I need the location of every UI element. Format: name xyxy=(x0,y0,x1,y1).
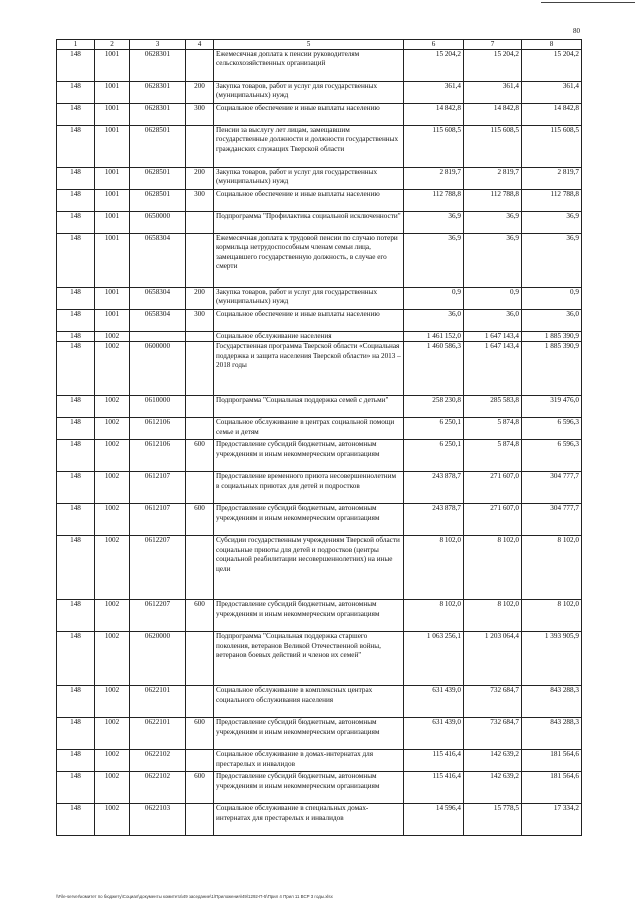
header-cell: 3 xyxy=(130,40,186,50)
expense-type-cell xyxy=(186,234,214,288)
section-cell: 1002 xyxy=(95,418,130,440)
target-article-cell: 0658304 xyxy=(130,310,186,332)
code-grbs-cell: 148 xyxy=(57,168,95,190)
section-cell: 1001 xyxy=(95,310,130,332)
section-cell: 1002 xyxy=(95,804,130,836)
table-row xyxy=(57,718,582,750)
name-cell: Социальное обслуживание населения xyxy=(214,332,404,342)
expense-type-cell xyxy=(186,472,214,504)
code-grbs-cell: 148 xyxy=(57,396,95,418)
page-number: 80 xyxy=(573,27,580,35)
table-row xyxy=(57,472,582,504)
amount-year1-cell: 361,4 xyxy=(404,82,464,104)
amount-year1-cell: 243 878,7 xyxy=(404,472,464,504)
target-article-cell: 0658304 xyxy=(130,234,186,288)
target-article-cell: 0622101 xyxy=(130,718,186,750)
name-cell: Предоставление субсидий бюджетным, автономным учреждениям и иным некоммерческим организациям xyxy=(214,772,404,804)
amount-year1-cell: 8 102,0 xyxy=(404,600,464,632)
top-rule xyxy=(541,2,635,3)
amount-year2-cell: 8 102,0 xyxy=(464,600,522,632)
table-row xyxy=(57,212,582,234)
target-article-cell: 0650000 xyxy=(130,212,186,234)
name-cell: Подпрограмма "Социальная поддержка семей с детьми" xyxy=(214,396,404,418)
name-cell: Социальное обеспечение и иные выплаты населению xyxy=(214,190,404,212)
amount-year3-cell: 36,0 xyxy=(522,310,582,332)
amount-year1-cell: 2 819,7 xyxy=(404,168,464,190)
expense-type-cell: 600 xyxy=(186,504,214,536)
header-cell: 4 xyxy=(186,40,214,50)
amount-year2-cell: 732 684,7 xyxy=(464,686,522,718)
amount-year3-cell: 17 334,2 xyxy=(522,804,582,836)
code-grbs-cell: 148 xyxy=(57,632,95,686)
target-article-cell: 0658304 xyxy=(130,288,186,310)
amount-year2-cell: 1 647 143,4 xyxy=(464,342,522,396)
name-cell: Ежемесячная доплата к пенсии руководителям сельскохозяйственных организаций xyxy=(214,50,404,82)
code-grbs-cell: 148 xyxy=(57,536,95,600)
section-cell: 1002 xyxy=(95,396,130,418)
expense-type-cell: 200 xyxy=(186,82,214,104)
code-grbs-cell: 148 xyxy=(57,750,95,772)
expense-type-cell xyxy=(186,126,214,168)
table-row xyxy=(57,418,582,440)
name-cell: Предоставление субсидий бюджетным, автономным учреждениям и иным некоммерческим организациям xyxy=(214,504,404,536)
target-article-cell: 0620000 xyxy=(130,632,186,686)
amount-year1-cell: 14 842,8 xyxy=(404,104,464,126)
amount-year2-cell: 142 639,2 xyxy=(464,772,522,804)
header-cell: 8 xyxy=(522,40,582,50)
amount-year3-cell: 0,9 xyxy=(522,288,582,310)
expense-type-cell xyxy=(186,342,214,396)
amount-year1-cell: 631 439,0 xyxy=(404,686,464,718)
amount-year3-cell: 1 885 390,9 xyxy=(522,332,582,342)
amount-year2-cell: 361,4 xyxy=(464,82,522,104)
table-row xyxy=(57,772,582,804)
amount-year3-cell: 6 596,3 xyxy=(522,440,582,472)
header-cell: 5 xyxy=(214,40,404,50)
table-row xyxy=(57,288,582,310)
name-cell: Государственная программа Тверской области «Социальная поддержка и защита населения Тверской области» на 2013 – 2018 годы xyxy=(214,342,404,396)
target-article-cell: 0628501 xyxy=(130,126,186,168)
expense-type-cell xyxy=(186,686,214,718)
name-cell: Социальное обслуживание в комплексных центрах социального обслуживания населения xyxy=(214,686,404,718)
target-article-cell: 0612107 xyxy=(130,472,186,504)
amount-year3-cell: 36,9 xyxy=(522,212,582,234)
target-article-cell xyxy=(130,332,186,342)
amount-year2-cell: 112 788,8 xyxy=(464,190,522,212)
amount-year3-cell: 2 819,7 xyxy=(522,168,582,190)
amount-year3-cell: 115 608,5 xyxy=(522,126,582,168)
amount-year2-cell: 15 204,2 xyxy=(464,50,522,82)
name-cell: Предоставление субсидий бюджетным, автономным учреждениям и иным некоммерческим организациям xyxy=(214,440,404,472)
amount-year3-cell: 843 288,3 xyxy=(522,718,582,750)
amount-year1-cell: 36,9 xyxy=(404,212,464,234)
amount-year3-cell: 1 393 905,9 xyxy=(522,632,582,686)
amount-year1-cell: 115 416,4 xyxy=(404,750,464,772)
target-article-cell: 0622102 xyxy=(130,750,186,772)
amount-year1-cell: 258 230,8 xyxy=(404,396,464,418)
section-cell: 1002 xyxy=(95,472,130,504)
amount-year2-cell: 271 607,0 xyxy=(464,504,522,536)
code-grbs-cell: 148 xyxy=(57,600,95,632)
section-cell: 1001 xyxy=(95,212,130,234)
section-cell: 1002 xyxy=(95,600,130,632)
section-cell: 1002 xyxy=(95,718,130,750)
name-cell: Предоставление субсидий бюджетным, автономным учреждениям и иным некоммерческим организациям xyxy=(214,600,404,632)
code-grbs-cell: 148 xyxy=(57,234,95,288)
name-cell: Социальное обслуживание в специальных домах-интернатах для престарелых и инвалидов xyxy=(214,804,404,836)
amount-year1-cell: 36,9 xyxy=(404,234,464,288)
table-row xyxy=(57,310,582,332)
code-grbs-cell: 148 xyxy=(57,504,95,536)
amount-year1-cell: 15 204,2 xyxy=(404,50,464,82)
amount-year1-cell: 6 250,1 xyxy=(404,440,464,472)
amount-year1-cell: 1 460 586,3 xyxy=(404,342,464,396)
amount-year2-cell: 0,9 xyxy=(464,288,522,310)
amount-year3-cell: 112 788,8 xyxy=(522,190,582,212)
amount-year2-cell: 5 874,8 xyxy=(464,418,522,440)
target-article-cell: 0622101 xyxy=(130,686,186,718)
code-grbs-cell: 148 xyxy=(57,212,95,234)
file-path-footer: \\File-server\комитет по бюджету\Социал\документы комитета\49 заседание\1\Приложения\49\1292-П-5\Прил 4 Прил 11 ВСР 3 годы.xlsx xyxy=(56,894,333,899)
budget-table xyxy=(56,39,582,836)
amount-year1-cell: 631 439,0 xyxy=(404,718,464,750)
table-row xyxy=(57,750,582,772)
expense-type-cell xyxy=(186,418,214,440)
expense-type-cell xyxy=(186,332,214,342)
expense-type-cell xyxy=(186,750,214,772)
expense-type-cell: 200 xyxy=(186,168,214,190)
section-cell: 1001 xyxy=(95,168,130,190)
amount-year1-cell: 115 608,5 xyxy=(404,126,464,168)
section-cell: 1002 xyxy=(95,504,130,536)
table-row xyxy=(57,536,582,600)
name-cell: Ежемесячная доплата к трудовой пенсии по случаю потери кормильца нетрудоспособным членам семьи лица, замещавшего государственную должность, в случае его смерти xyxy=(214,234,404,288)
amount-year1-cell: 8 102,0 xyxy=(404,536,464,600)
amount-year1-cell: 115 416,4 xyxy=(404,772,464,804)
name-cell: Подпрограмма "Профилактика социальной исключенности" xyxy=(214,212,404,234)
target-article-cell: 0612106 xyxy=(130,418,186,440)
amount-year3-cell: 8 102,0 xyxy=(522,600,582,632)
section-cell: 1002 xyxy=(95,332,130,342)
table-row xyxy=(57,50,582,82)
amount-year2-cell: 36,0 xyxy=(464,310,522,332)
header-cell: 2 xyxy=(95,40,130,50)
amount-year2-cell: 14 842,8 xyxy=(464,104,522,126)
expense-type-cell xyxy=(186,212,214,234)
name-cell: Социальное обеспечение и иные выплаты населению xyxy=(214,310,404,332)
expense-type-cell xyxy=(186,536,214,600)
amount-year3-cell: 843 288,3 xyxy=(522,686,582,718)
name-cell: Предоставление временного приюта несовершеннолетним в социальных приютах для детей и подростков xyxy=(214,472,404,504)
amount-year3-cell: 8 102,0 xyxy=(522,536,582,600)
table-row xyxy=(57,82,582,104)
name-cell: Закупка товаров, работ и услуг для государственных (муниципальных) нужд xyxy=(214,288,404,310)
target-article-cell: 0628301 xyxy=(130,82,186,104)
section-cell: 1002 xyxy=(95,440,130,472)
amount-year3-cell: 181 564,6 xyxy=(522,772,582,804)
section-cell: 1002 xyxy=(95,342,130,396)
amount-year2-cell: 2 819,7 xyxy=(464,168,522,190)
table-row xyxy=(57,686,582,718)
section-cell: 1001 xyxy=(95,190,130,212)
expense-type-cell xyxy=(186,50,214,82)
header-row xyxy=(57,40,582,50)
expense-type-cell: 600 xyxy=(186,600,214,632)
expense-type-cell: 600 xyxy=(186,440,214,472)
code-grbs-cell: 148 xyxy=(57,310,95,332)
table-row xyxy=(57,504,582,536)
code-grbs-cell: 148 xyxy=(57,804,95,836)
expense-type-cell: 300 xyxy=(186,104,214,126)
code-grbs-cell: 148 xyxy=(57,440,95,472)
amount-year3-cell: 1 885 390,9 xyxy=(522,342,582,396)
name-cell: Пенсии за выслугу лет лицам, замещавшим государственные должности и должности государственных гражданских служащих Тверской области xyxy=(214,126,404,168)
code-grbs-cell: 148 xyxy=(57,288,95,310)
code-grbs-cell: 148 xyxy=(57,332,95,342)
amount-year2-cell: 732 684,7 xyxy=(464,718,522,750)
expense-type-cell: 600 xyxy=(186,718,214,750)
name-cell: Субсидии государственным учреждениям Тверской области социальные приюты для детей и подростков (центры социальной реабилитации несовершеннолетних) на иные цели xyxy=(214,536,404,600)
section-cell: 1002 xyxy=(95,536,130,600)
target-article-cell: 0612107 xyxy=(130,504,186,536)
section-cell: 1002 xyxy=(95,772,130,804)
expense-type-cell xyxy=(186,632,214,686)
section-cell: 1002 xyxy=(95,632,130,686)
amount-year2-cell: 15 778,5 xyxy=(464,804,522,836)
code-grbs-cell: 148 xyxy=(57,82,95,104)
section-cell: 1001 xyxy=(95,104,130,126)
header-cell: 6 xyxy=(404,40,464,50)
target-article-cell: 0622102 xyxy=(130,772,186,804)
amount-year2-cell: 142 639,2 xyxy=(464,750,522,772)
code-grbs-cell: 148 xyxy=(57,772,95,804)
amount-year1-cell: 36,0 xyxy=(404,310,464,332)
table-row xyxy=(57,190,582,212)
amount-year2-cell: 8 102,0 xyxy=(464,536,522,600)
section-cell: 1001 xyxy=(95,50,130,82)
section-cell: 1002 xyxy=(95,750,130,772)
amount-year3-cell: 361,4 xyxy=(522,82,582,104)
target-article-cell: 0600000 xyxy=(130,342,186,396)
name-cell: Закупка товаров, работ и услуг для государственных (муниципальных) нужд xyxy=(214,82,404,104)
code-grbs-cell: 148 xyxy=(57,104,95,126)
amount-year3-cell: 14 842,8 xyxy=(522,104,582,126)
table-row xyxy=(57,234,582,288)
table-row xyxy=(57,168,582,190)
table-body xyxy=(57,50,582,836)
name-cell: Предоставление субсидий бюджетным, автономным учреждениям и иным некоммерческим организациям xyxy=(214,718,404,750)
table-row xyxy=(57,440,582,472)
amount-year3-cell: 6 596,3 xyxy=(522,418,582,440)
name-cell: Подпрограмма "Социальная поддержка старшего поколения, ветеранов Великой Отечественной войны, ветеранов боевых действий и членов их семей" xyxy=(214,632,404,686)
table-row xyxy=(57,104,582,126)
code-grbs-cell: 148 xyxy=(57,50,95,82)
section-cell: 1001 xyxy=(95,288,130,310)
amount-year2-cell: 1 203 064,4 xyxy=(464,632,522,686)
target-article-cell: 0628501 xyxy=(130,190,186,212)
amount-year2-cell: 271 607,0 xyxy=(464,472,522,504)
table-row xyxy=(57,632,582,686)
target-article-cell: 0610000 xyxy=(130,396,186,418)
amount-year1-cell: 1 461 152,0 xyxy=(404,332,464,342)
target-article-cell: 0612106 xyxy=(130,440,186,472)
expense-type-cell: 300 xyxy=(186,190,214,212)
table-row xyxy=(57,342,582,396)
table-row xyxy=(57,600,582,632)
name-cell: Социальное обеспечение и иные выплаты населению xyxy=(214,104,404,126)
table-row xyxy=(57,804,582,836)
amount-year2-cell: 1 647 143,4 xyxy=(464,332,522,342)
section-cell: 1001 xyxy=(95,234,130,288)
table-row xyxy=(57,126,582,168)
code-grbs-cell: 148 xyxy=(57,718,95,750)
header-cell: 1 xyxy=(57,40,95,50)
section-cell: 1002 xyxy=(95,686,130,718)
amount-year3-cell: 36,9 xyxy=(522,234,582,288)
section-cell: 1001 xyxy=(95,82,130,104)
amount-year2-cell: 36,9 xyxy=(464,234,522,288)
code-grbs-cell: 148 xyxy=(57,342,95,396)
amount-year3-cell: 15 204,2 xyxy=(522,50,582,82)
expense-type-cell: 600 xyxy=(186,772,214,804)
code-grbs-cell: 148 xyxy=(57,126,95,168)
name-cell: Социальное обслуживание в центрах социальной помощи семье и детям xyxy=(214,418,404,440)
amount-year1-cell: 14 596,4 xyxy=(404,804,464,836)
amount-year1-cell: 6 250,1 xyxy=(404,418,464,440)
name-cell: Закупка товаров, работ и услуг для государственных (муниципальных) нужд xyxy=(214,168,404,190)
target-article-cell: 0628501 xyxy=(130,168,186,190)
expense-type-cell xyxy=(186,396,214,418)
code-grbs-cell: 148 xyxy=(57,418,95,440)
amount-year1-cell: 112 788,8 xyxy=(404,190,464,212)
name-cell: Социальное обслуживание в домах-интернатах для престарелых и инвалидов xyxy=(214,750,404,772)
section-cell: 1001 xyxy=(95,126,130,168)
code-grbs-cell: 148 xyxy=(57,472,95,504)
table-row xyxy=(57,332,582,342)
target-article-cell: 0612207 xyxy=(130,600,186,632)
target-article-cell: 0622103 xyxy=(130,804,186,836)
target-article-cell: 0612207 xyxy=(130,536,186,600)
expense-type-cell: 300 xyxy=(186,310,214,332)
amount-year2-cell: 5 874,8 xyxy=(464,440,522,472)
amount-year2-cell: 285 583,8 xyxy=(464,396,522,418)
amount-year1-cell: 1 063 256,1 xyxy=(404,632,464,686)
target-article-cell: 0628301 xyxy=(130,50,186,82)
amount-year2-cell: 115 608,5 xyxy=(464,126,522,168)
amount-year2-cell: 36,9 xyxy=(464,212,522,234)
amount-year3-cell: 304 777,7 xyxy=(522,472,582,504)
expense-type-cell xyxy=(186,804,214,836)
target-article-cell: 0628301 xyxy=(130,104,186,126)
amount-year3-cell: 181 564,6 xyxy=(522,750,582,772)
expense-type-cell: 200 xyxy=(186,288,214,310)
amount-year1-cell: 243 878,7 xyxy=(404,504,464,536)
header-cell: 7 xyxy=(464,40,522,50)
amount-year3-cell: 319 476,0 xyxy=(522,396,582,418)
code-grbs-cell: 148 xyxy=(57,686,95,718)
amount-year1-cell: 0,9 xyxy=(404,288,464,310)
code-grbs-cell: 148 xyxy=(57,190,95,212)
table-row xyxy=(57,396,582,418)
amount-year3-cell: 304 777,7 xyxy=(522,504,582,536)
